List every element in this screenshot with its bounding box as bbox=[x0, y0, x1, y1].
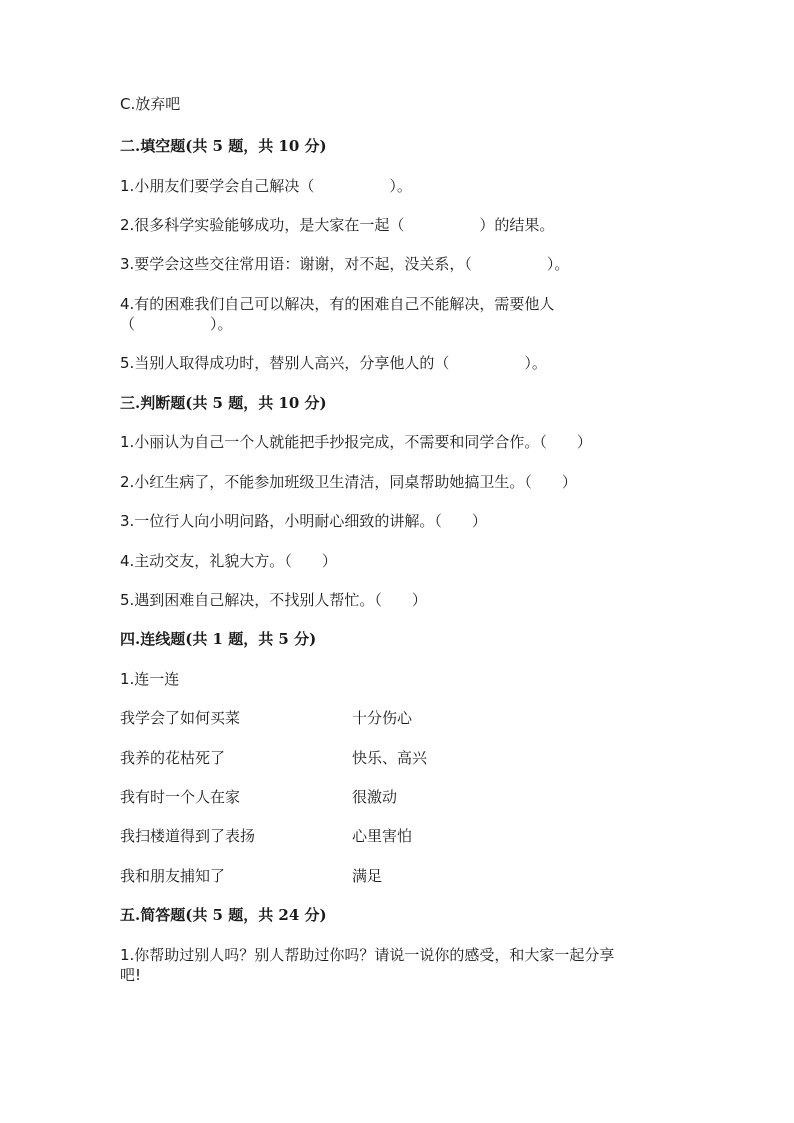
fill-question-2: 2.很多科学实验能够成功，是大家在一起（ ）的结果。 bbox=[120, 216, 555, 234]
fill-question-1: 1.小朋友们要学会自己解决（ ）。 bbox=[120, 177, 412, 195]
judge-question-3: 3.一位行人向小明问路，小明耐心细致的讲解。（ ） bbox=[120, 512, 487, 530]
short-answer-question-1-cont: 吧! bbox=[120, 966, 142, 984]
section-3-heading: 三.判断题(共 5 题，共 10 分) bbox=[120, 394, 327, 412]
judge-question-5: 5.遇到困难自己解决，不找别人帮忙。（ ） bbox=[120, 591, 427, 609]
match-left-item: 我扫楼道得到了表扬 bbox=[120, 827, 256, 845]
match-left-item: 我养的花枯死了 bbox=[120, 749, 226, 767]
fill-question-4-cont: （ ）。 bbox=[120, 315, 233, 333]
match-left-item: 我学会了如何买菜 bbox=[120, 709, 241, 727]
match-question-1: 1.连一连 bbox=[120, 670, 180, 688]
judge-question-4: 4.主动交友，礼貌大方。（ ） bbox=[120, 552, 337, 570]
short-answer-question-1: 1.你帮助过别人吗？别人帮助过你吗？请说一说你的感受，和大家一起分享 bbox=[120, 946, 615, 964]
match-right-item: 十分伤心 bbox=[352, 709, 413, 727]
match-right-item: 满足 bbox=[352, 867, 383, 885]
match-right-item: 很激动 bbox=[352, 788, 398, 806]
match-left-item: 我和朋友捕知了 bbox=[120, 867, 226, 885]
judge-question-1: 1.小丽认为自己一个人就能把手抄报完成，不需要和同学合作。（ ） bbox=[120, 433, 592, 451]
option-c: C.放弃吧 bbox=[120, 95, 181, 113]
fill-question-5: 5.当别人取得成功时，替别人高兴，分享他人的（ ）。 bbox=[120, 354, 547, 372]
section-5-heading: 五.简答题(共 5 题，共 24 分) bbox=[120, 906, 327, 924]
fill-question-4: 4.有的困难我们自己可以解决，有的困难自己不能解决，需要他人 bbox=[120, 295, 555, 313]
match-right-item: 快乐、高兴 bbox=[352, 749, 428, 767]
section-4-heading: 四.连线题(共 1 题，共 5 分) bbox=[120, 630, 317, 648]
match-right-item: 心里害怕 bbox=[352, 827, 413, 845]
match-left-item: 我有时一个人在家 bbox=[120, 788, 241, 806]
judge-question-2: 2.小红生病了，不能参加班级卫生清洁，同桌帮助她搞卫生。（ ） bbox=[120, 473, 577, 491]
fill-question-3: 3.要学会这些交往常用语：谢谢，对不起，没关系，（ ）。 bbox=[120, 255, 570, 273]
section-2-heading: 二.填空题(共 5 题，共 10 分) bbox=[120, 137, 327, 155]
